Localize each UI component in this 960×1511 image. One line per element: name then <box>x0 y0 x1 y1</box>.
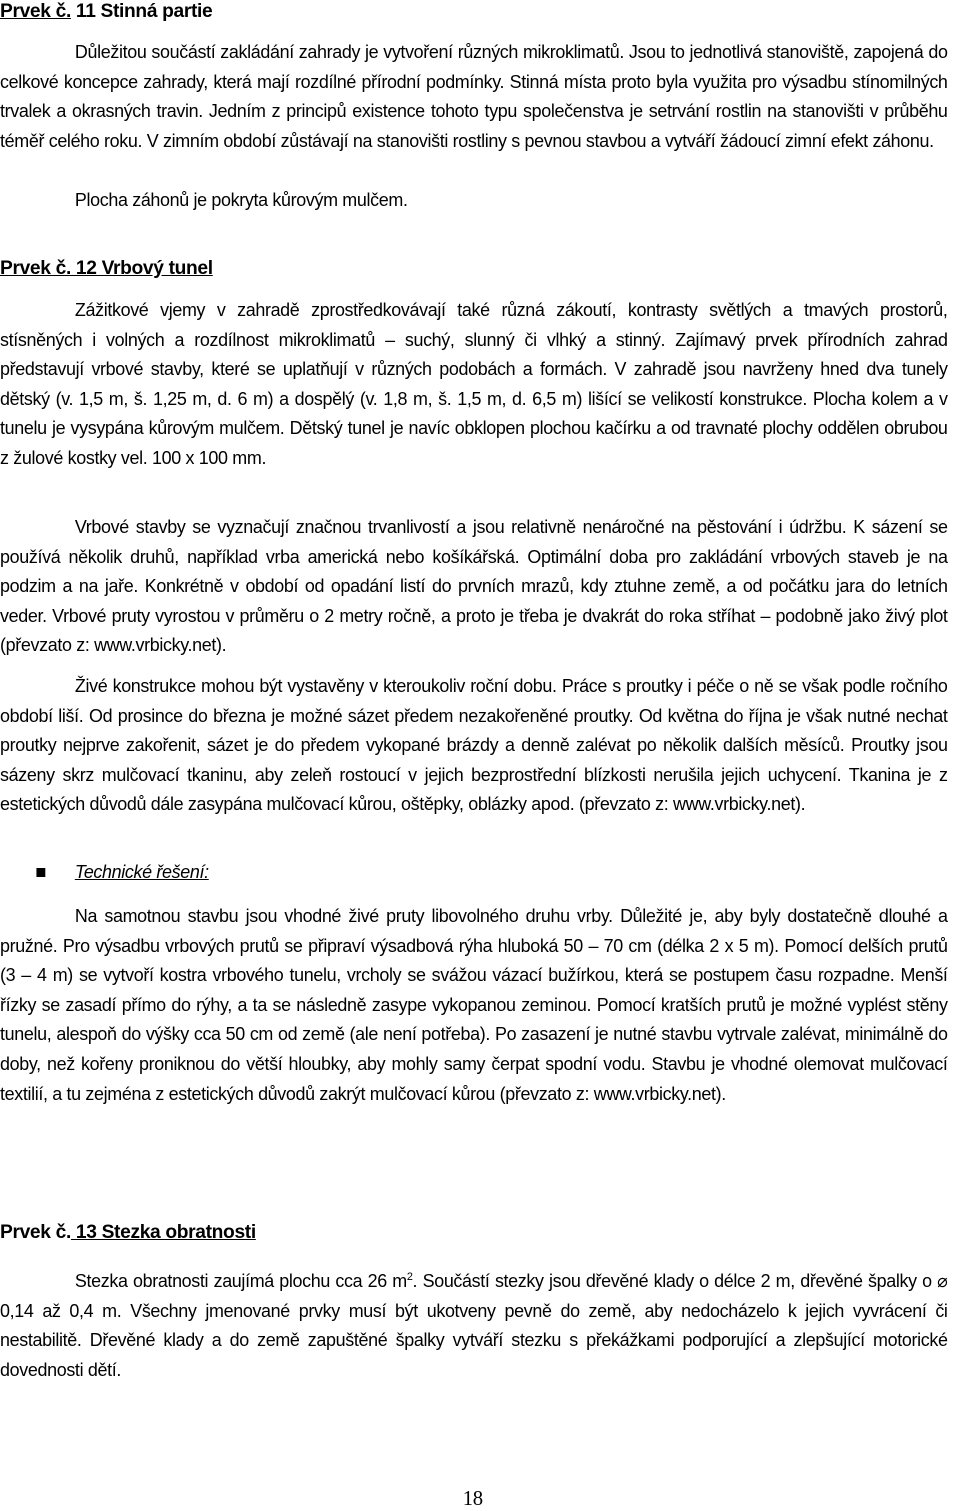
section-12-text-2: Vrbové stavby se vyznačují značnou trvanlivostí a jsou relativně nenáročné na pěstování i údržbu. K sázení se používá několik druhů, například vrba americká nebo košíkářská. Optimální doba pro zakládání vrbových staveb je na podzim a na jaře. Konkrétně v období od opadání listí do prvních mrazů, kdy ztuhne země, a od počátku jara do letních veder. Vrbové pruty vyrostou v průměru o 2 metry ročně, a proto je třeba je dvakrát do roka stříhat – podobně jako živý plot (převzato z: www.vrbicky.net). <box>0 517 948 656</box>
section-12-text-3: Živé konstrukce mohou být vystavěny v kteroukoliv roční dobu. Práce s proutky i péče o ně se však podle ročního období liší. Od prosince do března je možné sázet předem nezakořeněné proutky. Od května do října je však nutné nechat proutky nejprve zakořenit, sázet je do předem vykopané brázdy a denně zalévat po několik dalších měsíců. Proutky jsou sázeny skrz mulčovací tkaninu, aby zeleň rostoucí v jejich bezprostřední blízkosti nerušila jejich uchycení. Tkanina je z estetických důvodů dále zasypána mulčovací kůrou, oštěpky, oblázky apod. (převzato z: www.vrbicky.net). <box>0 676 948 815</box>
section-12-heading-prefix: Prvek č. <box>0 257 71 279</box>
page-number: 18 <box>462 1486 483 1510</box>
section-12-paragraph-1 <box>0 296 948 474</box>
section-12-heading-title: 12 Vrbový tunel <box>70 257 213 279</box>
section-12-paragraph-4 <box>0 902 948 1109</box>
section-11-heading-prefix: Prvek č. <box>0 0 71 22</box>
section-12-heading <box>0 257 213 280</box>
section-13-text-a: Stezka obratnosti zaujímá plochu cca 26 m <box>74 1271 407 1291</box>
section-11-text-2: Plocha záhonů je pokryta kůrovým mulčem. <box>74 190 408 210</box>
technical-solution-bullet <box>36 862 208 883</box>
superscript-two: 2 <box>406 1271 413 1283</box>
section-11-heading <box>0 0 212 23</box>
section-12-text-4: Na samotnou stavbu jsou vhodné živé pruty libovolného druhu vrby. Důležité je, aby byly dostatečně dlouhé a pružné. Pro výsadbu vrbových prutů se připraví výsadbová rýha hluboká 50 – 70 cm (délka 2 x 5 m). Pomocí delších prutů (3 – 4 m) se vytvoří kostra vrbového tunelu, vrcholy se svážou vázací bužírkou, která se postupem času rozpadne. Menší řízky se zasadí přímo do rýhy, a ta se následně zasype vykopanou zeminou. Pomocí kratších prutů je možné vyplést stěny tunelu, alespoň do výšky cca 50 cm od země (ale není potřeba). Po zasazení je nutné stavbu vytrvale zalévat, minimálně do doby, než kořeny proniknou do větší hloubky, aby mohly samy čerpat spodní vodu. Stavbu je vhodné olemovat mulčovací textilií, a tu zejména z estetických důvodů zakrýt mulčovací kůrou (převzato z: www.vrbicky.net). <box>0 906 948 1104</box>
section-12-paragraph-2 <box>0 513 948 661</box>
section-11-paragraph <box>0 38 948 156</box>
technical-solution-label: Technické řešení: <box>74 862 209 882</box>
section-13-heading <box>0 1221 256 1244</box>
section-11-text: Důležitou součástí zakládání zahrady je vytvoření různých mikroklimatů. Jsou to jednotlivá stanoviště, zapojená do celkové koncepce zahrady, která mají rozdílné přírodní podmínky. Stinná místa proto byla využita pro výsadbu stínomilných trvalek a okrasných travin. Jedním z principů existence tohoto typu společenstva je setrvání rostlin na stanovišti v průběhu téměř celého roku. V zimním období zůstávají na stanovišti rostliny s pevnou stavbou a vytváří žádoucí zimní efekt záhonu. <box>0 42 948 151</box>
section-11-paragraph-2 <box>0 186 948 216</box>
section-13-text-b: . Součástí stezky jsou dřevěné klady o délce 2 m, dřevěné špalky o ⌀ 0,14 až 0,4 m. Všechny jmenované prvky musí být ukotveny pevně do země, aby nedocházelo k jejich vyvrácení či nestabilitě. Dřevěné klady a do země zapuštěné špalky vytváří stezku s překážkami podporující a zlepšující motorické dovednosti dětí. <box>0 1271 948 1380</box>
section-12-text-1: Zážitkové vjemy v zahradě zprostředkovávají také různá zákoutí, kontrasty světlých a tmavých prostorů, stísněných i volných a rozdílnost mikroklimatů – suchý, slunný či vlhký a stinný. Zajímavý prvek přírodních zahrad představují vrbové stavby, které se uplatňují v různých podobách a formách. V zahradě jsou navrženy hned dva tunely dětský (v. 1,5 m, š. 1,25 m, d. 6 m) a dospělý (v. 1,8 m, š. 1,5 m, d. 6,5 m) lišící se velikostí konstrukce. Plocha kolem a v tunelu je vysypána kůrovým mulčem. Dětský tunel je navíc obklopen plochou kačírku a od travnaté plochy oddělen obrubou z žulové kostky vel. 100 x 100 mm. <box>0 300 948 468</box>
square-bullet-icon <box>36 868 45 877</box>
section-13-heading-prefix: Prvek č. <box>0 1221 71 1243</box>
section-13-heading-title: 13 Stezka obratnosti <box>70 1221 256 1243</box>
section-13-paragraph <box>0 1263 948 1385</box>
section-12-paragraph-3 <box>0 672 948 820</box>
section-11-heading-title: 11 Stinná partie <box>70 0 213 22</box>
